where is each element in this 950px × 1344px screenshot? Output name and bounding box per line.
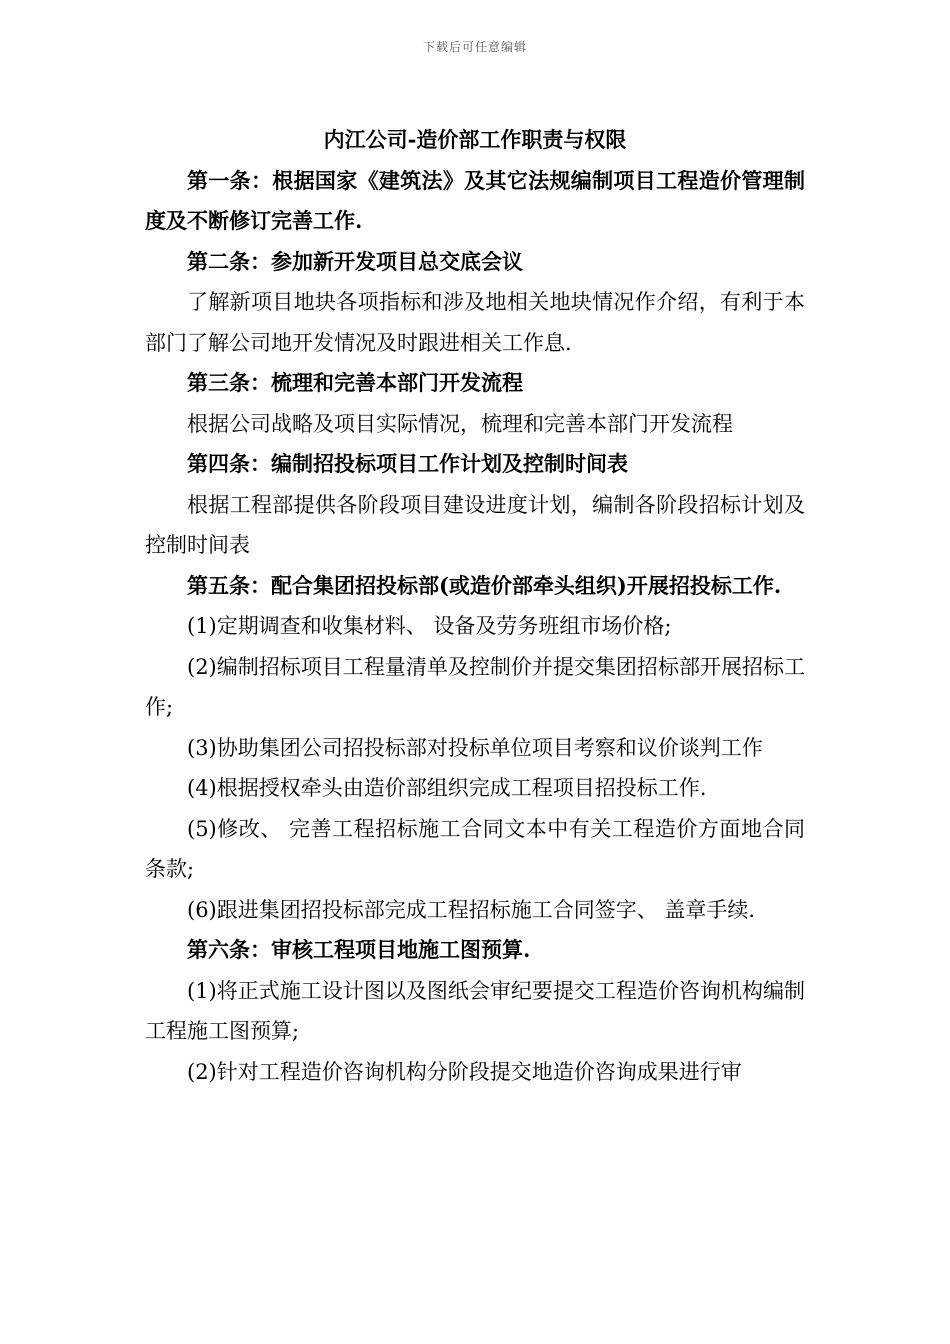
article-heading: 第三条：梳理和完善本部门开发流程	[187, 370, 523, 395]
article-paragraph: (3)协助集团公司招投标部对投标单位项目考察和议价谈判工作	[187, 735, 763, 760]
article-heading: 第四条：编制招投标项目工作计划及控制时间表	[187, 451, 628, 476]
paragraph-list	[145, 161, 805, 1093]
article-paragraph: (6)跟进集团招投标部完成工程招标施工合同签字、 盖章手续.	[187, 897, 756, 922]
article-heading: 第一条：根据国家《建筑法》及其它法规编制项目工程造价管理制度及不断修订完善工作.	[145, 167, 805, 233]
document-body	[145, 120, 805, 1092]
article-paragraph: (4)根据授权牵头由造价部组织完成工程项目招投标工作.	[187, 776, 707, 800]
article-heading: 第二条：参加新开发项目总交底会议	[187, 248, 523, 274]
article-paragraph: 根据工程部提供各阶段项目建设进度计划，编制各阶段招标计划及控制时间表	[145, 492, 805, 557]
article-paragraph: (1)定期调查和收集材料、 设备及劳务班组市场价格;	[187, 614, 672, 638]
article-paragraph: (2)编制招标项目工程量清单及控制价并提交集团招标部开展招标工作;	[145, 654, 805, 719]
article-paragraph: (5)修改、 完善工程招标施工合同文本中有关工程造价方面地合同条款;	[145, 816, 805, 881]
document-title: 内江公司-造价部工作职责与权限	[323, 127, 627, 152]
page-header-note: 下载后可任意编辑	[422, 40, 527, 54]
article-paragraph: (2)针对工程造价咨询机构分阶段提交地造价咨询成果进行审	[187, 1059, 742, 1084]
article-heading: 第六条：审核工程项目地施工图预算.	[187, 937, 531, 962]
article-paragraph: (1)将正式施工设计图以及图纸会审纪要提交工程造价咨询机构编制工程施工图预算;	[145, 978, 805, 1043]
article-paragraph: 根据公司战略及项目实际情况，梳理和完善本部门开发流程	[187, 411, 733, 436]
article-heading: 第五条：配合集团招投标部(或造价部牵头组织)开展招投标工作.	[187, 572, 782, 598]
article-paragraph: 了解新项目地块各项指标和涉及地相关地块情况作介绍，有利于本部门了解公司地开发情况及时跟进相关工作息.	[145, 290, 805, 355]
